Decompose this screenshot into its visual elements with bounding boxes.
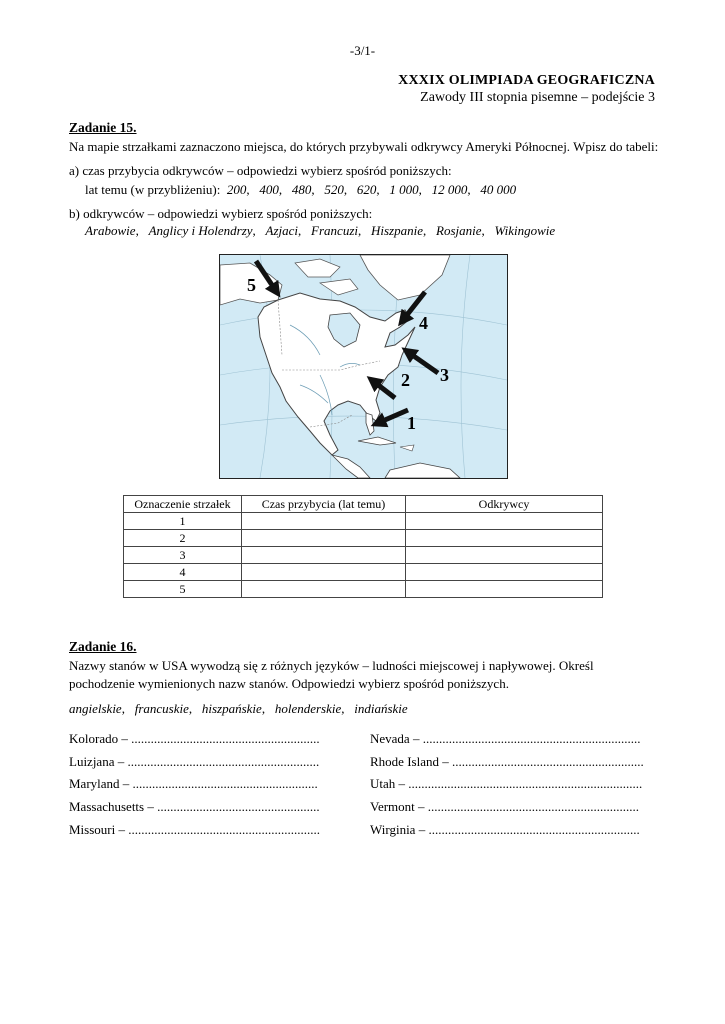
north-america-map	[219, 254, 508, 479]
b-option: Hiszpanie	[371, 223, 423, 238]
state-line-vermont[interactable]: Vermont – .................................................................	[370, 799, 640, 814]
map-label-2: 2	[401, 370, 410, 390]
a-prefix: lat temu (w przybliżeniu):	[85, 182, 221, 197]
map-label-3: 3	[440, 365, 449, 385]
b-option: Arabowie	[85, 223, 136, 238]
state-line-utah[interactable]: Utah – ........................................................................	[370, 776, 643, 791]
a-option: 520	[324, 182, 344, 197]
map-label-4: 4	[419, 313, 428, 333]
stage-subtitle: Zawody III stopnia pisemne – podejście 3	[420, 90, 655, 105]
table-row	[124, 513, 603, 530]
a-option: 1 000	[389, 182, 419, 197]
state-line-rhode-island[interactable]: Rhode Island – ...........................................................	[370, 754, 644, 769]
b-option: Rosjanie	[436, 223, 482, 238]
answer-cell-explorers[interactable]	[406, 564, 603, 581]
arrow-5	[256, 261, 276, 291]
b-option: Anglicy i Holendrzy	[148, 223, 253, 238]
state-line-luizjana[interactable]: Luizjana – ...........................................................	[69, 754, 320, 769]
table-header: Oznaczenie strzałek	[124, 496, 242, 513]
a-option: 40 000	[480, 182, 517, 197]
b-option: Azjaci	[265, 223, 299, 238]
answer-table	[123, 495, 603, 598]
answer-cell-time[interactable]	[242, 581, 406, 598]
task16-intro: Nazwy stanów w USA wywodzą się z różnych języków – ludności miejscowej i napływowej. Określ pochodzenie wymienionych nazw stanów. Odpowiedzi wybierz spośród poniższych.	[69, 658, 594, 691]
answer-cell-explorers[interactable]	[406, 513, 603, 530]
a-option: 200	[226, 182, 247, 197]
answer-cell-time[interactable]	[242, 547, 406, 564]
a-option: 12 000	[431, 182, 468, 197]
map-label-1: 1	[407, 413, 416, 433]
b-option: Wikingowie	[494, 223, 556, 238]
answer-cell-explorers[interactable]	[406, 581, 603, 598]
origin-option: indiańskie	[354, 701, 408, 716]
table-header: Czas przybycia (lat temu)	[242, 496, 406, 513]
state-line-kolorado[interactable]: Kolorado – ..........................................................	[69, 731, 320, 746]
state-line-missouri[interactable]: Missouri – ...........................................................	[69, 822, 320, 837]
b-option: Francuzi	[311, 223, 358, 238]
map-label-5: 5	[247, 275, 256, 295]
state-line-maryland[interactable]: Maryland – .........................................................	[69, 776, 318, 791]
answer-cell-explorers[interactable]	[406, 530, 603, 547]
task16-options: angielskie, francuskie, hiszpańskie, holenderskie, indiańskie	[69, 701, 408, 716]
row-label: 5	[124, 581, 242, 598]
olympiad-title: XXXIX OLIMPIADA GEOGRAFICZNA	[398, 73, 655, 88]
task16-title: Zadanie 16.	[69, 639, 137, 654]
arrow-1	[378, 410, 408, 423]
table-row	[124, 547, 603, 564]
table-row	[124, 564, 603, 581]
answer-cell-time[interactable]	[242, 564, 406, 581]
table-header-row	[124, 496, 603, 513]
origin-option: francuskie	[134, 701, 189, 716]
task15-a-options: lat temu (w przybliżeniu): 200, 400, 480, 520, 620, 1 000, 12 000, 40 000	[85, 182, 517, 197]
task15-a-label: a) czas przybycia odkrywców – odpowiedzi wybierz spośród poniższych:	[69, 163, 452, 178]
answer-cell-explorers[interactable]	[406, 547, 603, 564]
row-label: 3	[124, 547, 242, 564]
row-label: 1	[124, 513, 242, 530]
page-number: -3/1-	[349, 43, 376, 58]
task15-title: Zadanie 15.	[69, 120, 137, 135]
table-row	[124, 581, 603, 598]
task15-intro: Na mapie strzałkami zaznaczono miejsca, do których przybywali odkrywcy Ameryki Północnej. Wpisz do tabeli:	[69, 139, 659, 154]
a-option: 480	[291, 182, 312, 197]
arrows-layer	[220, 255, 507, 478]
task15-b-label: b) odkrywców – odpowiedzi wybierz spośród poniższych:	[69, 206, 373, 221]
a-option: 620	[356, 182, 377, 197]
task15-b-options: Arabowie, Anglicy i Holendrzy, Azjaci, Francuzi, Hiszpanie, Rosjanie, Wikingowie	[85, 223, 556, 238]
row-label: 2	[124, 530, 242, 547]
origin-option: hiszpańskie	[201, 701, 262, 716]
state-line-wirginia[interactable]: Wirginia – .................................................................	[370, 822, 640, 837]
row-label: 4	[124, 564, 242, 581]
answer-cell-time[interactable]	[242, 530, 406, 547]
table-row	[124, 530, 603, 547]
origin-option: holenderskie	[274, 701, 342, 716]
origin-option: angielskie	[69, 701, 122, 716]
arrow-3	[408, 352, 438, 373]
state-line-massachusetts[interactable]: Massachusetts – ..................................................	[69, 799, 320, 814]
state-line-nevada[interactable]: Nevada – ...................................................................	[370, 731, 641, 746]
table-header: Odkrywcy	[406, 496, 603, 513]
answer-cell-time[interactable]	[242, 513, 406, 530]
arrow-2	[373, 381, 395, 398]
a-option: 400	[259, 182, 279, 197]
